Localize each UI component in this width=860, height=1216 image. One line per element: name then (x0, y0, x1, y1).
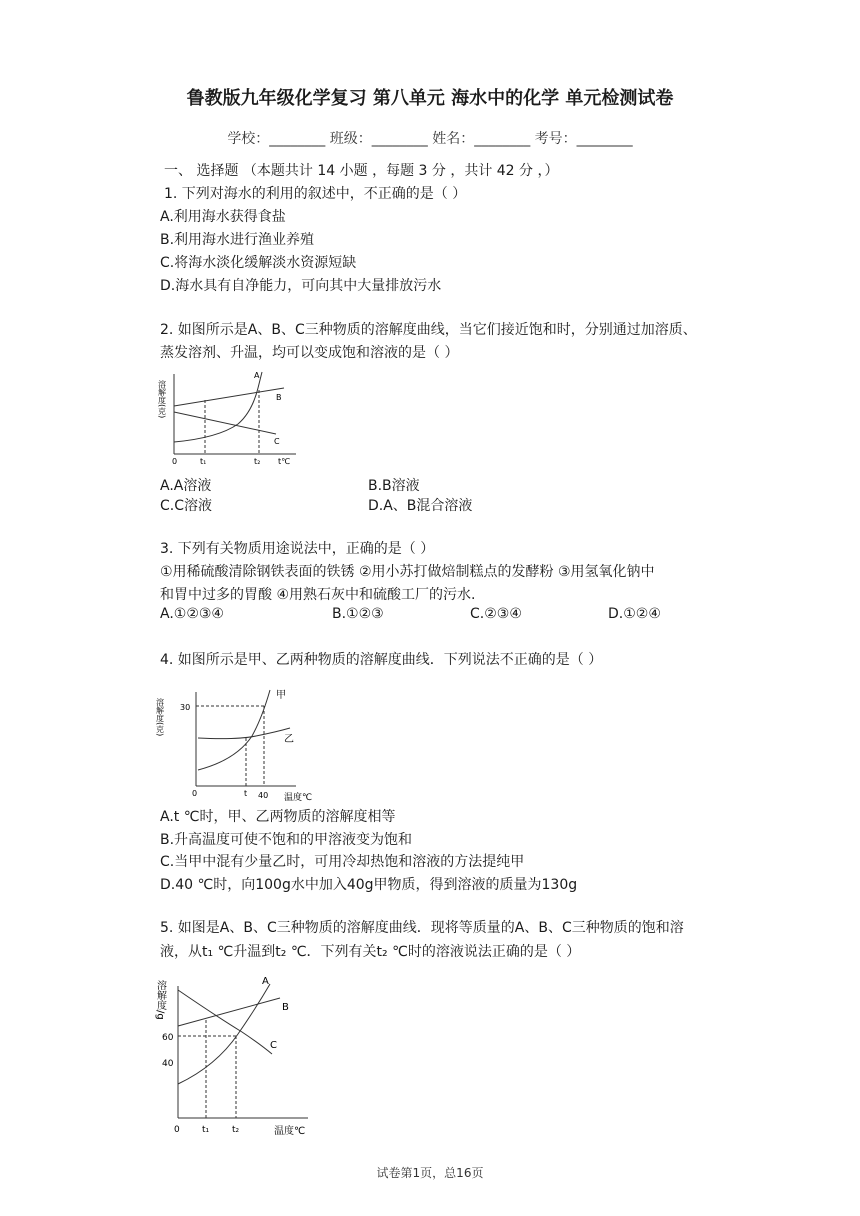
q5-y60: 60 (162, 1033, 174, 1043)
q4-y-label: 溶解度(克) (155, 698, 165, 737)
q2-stem-line1: 2. 如图所示是A、B、C三种物质的溶解度曲线，当它们接近饱和时，分别通过加溶质、 (160, 322, 697, 338)
q5-solubility-graph (156, 966, 326, 1140)
q4-x-unit: 温度℃ (284, 793, 313, 803)
q4-curve-yi (198, 728, 290, 739)
q2-label-c: C (274, 437, 280, 446)
q5-origin: 0 (174, 1125, 180, 1135)
q4-x40: 40 (258, 791, 269, 800)
q1-option-c: C.将海水淡化缓解淡水资源短缺 (160, 255, 357, 271)
q3-option-b: B.①②③ (332, 606, 384, 622)
q5-label-c: C (270, 1040, 277, 1051)
q4-label-yi: 乙 (284, 734, 294, 745)
q3-stem: 3. 下列有关物质用途说法中，正确的是（ ） (160, 541, 435, 557)
q1-option-d: D.海水具有自净能力，可向其中大量排放污水 (160, 278, 442, 294)
q5-t2-label: t₂ (232, 1125, 240, 1135)
q5-label-a: A (262, 976, 269, 987)
q5-x-unit: 温度℃ (274, 1126, 306, 1137)
q2-solubility-graph (158, 366, 304, 470)
q4-stem: 4. 如图所示是甲、乙两种物质的溶解度曲线．下列说法不正确的是（ ） (160, 652, 603, 668)
q5-stem-line2: 液，从t₁ ℃升温到t₂ ℃．下列有关t₂ ℃时的溶液说法正确的是（ ） (160, 944, 581, 960)
q1-stem: 1. 下列对海水的利用的叙述中，不正确的是（ ） (164, 186, 467, 202)
q5-curve-b (178, 998, 280, 1026)
q2-label-b: B (276, 393, 282, 402)
q4-label-jia: 甲 (276, 690, 286, 701)
q5-y-label: 溶解度/g (154, 980, 166, 1020)
q2-curve-a (174, 372, 262, 442)
q5-stem-line1: 5. 如图是A、B、C三种物质的溶解度曲线．现将等质量的A、B、C三种物质的饱和溶 (160, 920, 684, 936)
q2-x-unit: t℃ (278, 457, 291, 466)
q4-origin: 0 (192, 789, 198, 798)
section-heading: 一、 选择题 （本题共计 14 小题 ，每题 3 分 ，共计 42 分 ，） (164, 163, 559, 179)
q2-option-a: A.A溶液 (160, 478, 212, 494)
q3-line2: 和胃中过多的胃酸 ④用熟石灰中和硫酸工厂的污水. (160, 587, 476, 603)
q2-option-d: D.A、B混合溶液 (368, 498, 473, 514)
q2-curve-b (174, 388, 284, 406)
q2-y-label: 溶解度(克) (157, 380, 167, 419)
page-footer: 试卷第1页，总16页 (376, 1166, 484, 1180)
q2-t2-label: t₂ (254, 457, 261, 466)
q4-option-c: C.当甲中混有少量乙时，可用冷却热饱和溶液的方法提纯甲 (160, 854, 525, 870)
q3-option-d: D.①②④ (608, 606, 661, 622)
student-info-line: 学校：________ 班级：________ 姓名：________ 考号：________ (227, 131, 633, 147)
q2-t1-label: t₁ (200, 457, 207, 466)
q4-solubility-graph (156, 686, 326, 804)
q2-origin: 0 (172, 457, 178, 466)
q3-option-c: C.②③④ (470, 606, 522, 622)
q4-curve-jia (198, 690, 270, 770)
q4-y30: 30 (180, 703, 191, 712)
page-title: 鲁教版九年级化学复习 第八单元 海水中的化学 单元检测试卷 (186, 88, 674, 109)
q2-option-b: B.B溶液 (368, 478, 420, 494)
q1-option-a: A.利用海水获得食盐 (160, 209, 286, 225)
q5-label-b: B (282, 1002, 289, 1013)
q5-y40: 40 (162, 1059, 174, 1069)
q3-line1: ①用稀硫酸清除钢铁表面的铁锈 ②用小苏打做焙制糕点的发酵粉 ③用氢氧化钠中 (160, 564, 655, 580)
q2-label-a: A (254, 371, 260, 380)
q4-option-d: D.40 ℃时，向100g水中加入40g甲物质，得到溶液的质量为130g (160, 877, 578, 893)
q4-t-label: t (244, 789, 248, 798)
q3-option-a: A.①②③④ (160, 606, 224, 622)
q4-option-b: B.升高温度可使不饱和的甲溶液变为饱和 (160, 832, 413, 848)
q1-option-b: B.利用海水进行渔业养殖 (160, 232, 315, 248)
q4-option-a: A.t ℃时，甲、乙两物质的溶解度相等 (160, 809, 396, 825)
q2-stem-line2: 蒸发溶剂、升温，均可以变成饱和溶液的是（ ） (160, 345, 459, 361)
q5-t1-label: t₁ (202, 1125, 210, 1135)
q2-option-c: C.C溶液 (160, 498, 213, 514)
